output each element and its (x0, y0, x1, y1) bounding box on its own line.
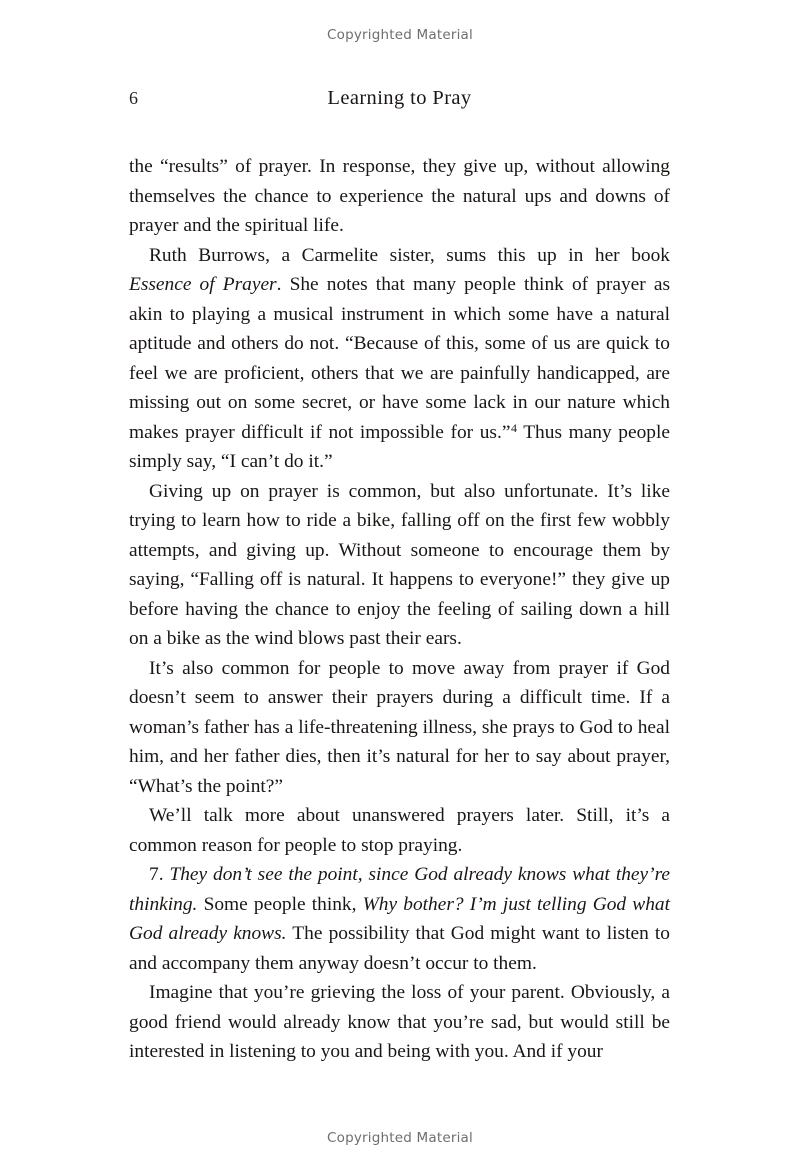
text-run: It’s also common for people to move away from prayer if God doesn’t seem to answer their prayers during a difficult time. If a woman’s father has a life-threatening illness, she prays to God to heal him, and her father dies, then it’s natural for her to say about prayer, “What’s the point?” (129, 657, 670, 797)
p-results-of-prayer (129, 152, 670, 241)
italic-run: Essence of Prayer (129, 274, 277, 295)
running-head (129, 85, 670, 111)
p-well-talk-more (129, 801, 670, 860)
italic-run: Why bother? I’m just telling God what God already knows. (129, 893, 670, 944)
page-number: 6 (129, 88, 138, 108)
p-unanswered-during-difficulty (129, 654, 670, 802)
text-run: We’ll talk more about unanswered prayers later. Still, it’s a common reason for people to stop praying. (129, 805, 670, 856)
running-head-title: Learning to Pray (327, 87, 472, 109)
text-run: Imagine that you’re grieving the loss of your parent. Obviously, a good friend would already know that you’re sad, but would still be interested in listening to you and being with you. And if your (129, 982, 670, 1062)
p-item-7 (129, 860, 670, 978)
text-run: Thus many people simply say, “I can’t do it.” (129, 421, 670, 472)
copyright-watermark-bottom: Copyrighted Material (327, 1130, 473, 1146)
copyright-watermark-top: Copyrighted Material (327, 27, 473, 43)
text-run: Giving up on prayer is common, but also unfortunate. It’s like trying to learn how to ride a bike, falling off on the first few wobbly attempts, and giving up. Without someone to encourage them by saying, “Falling off is natural. It happens to everyone!” they give up before having the chance to enjoy the feeling of sailing down a hill on a bike as the wind blows past their ears. (129, 480, 670, 649)
p-giving-up (129, 477, 670, 654)
text-run: 7. (149, 864, 170, 885)
footnote-marker: 4 (510, 421, 517, 436)
text-run: Some people think, (197, 893, 363, 915)
text-run: . She notes that many people think of prayer as akin to playing a musical instrument in which some have a natural aptitude and others do not. “Because of this, some of us are quick to feel we are proficient, others that we are painfully handicapped, are missing out on some secret, or have some lack in our nature which makes prayer difficult if not impossible for us.” (129, 274, 670, 443)
body-text-block (129, 152, 670, 1067)
italic-run: They don’t see the point, since God already knows what they’re thinking. (129, 864, 671, 915)
p-imagine-grieving (129, 978, 670, 1067)
text-run: Ruth Burrows, a Carmelite sister, sums this up in her book (149, 244, 670, 266)
text-run: The possibility that God might want to listen to and accompany them anyway doesn’t occur to them. (129, 923, 670, 974)
p-ruth-burrows (129, 241, 670, 477)
text-run: the “results” of prayer. In response, they give up, without allowing themselves the chance to experience the natural ups and downs of prayer and the spiritual life. (129, 156, 670, 236)
